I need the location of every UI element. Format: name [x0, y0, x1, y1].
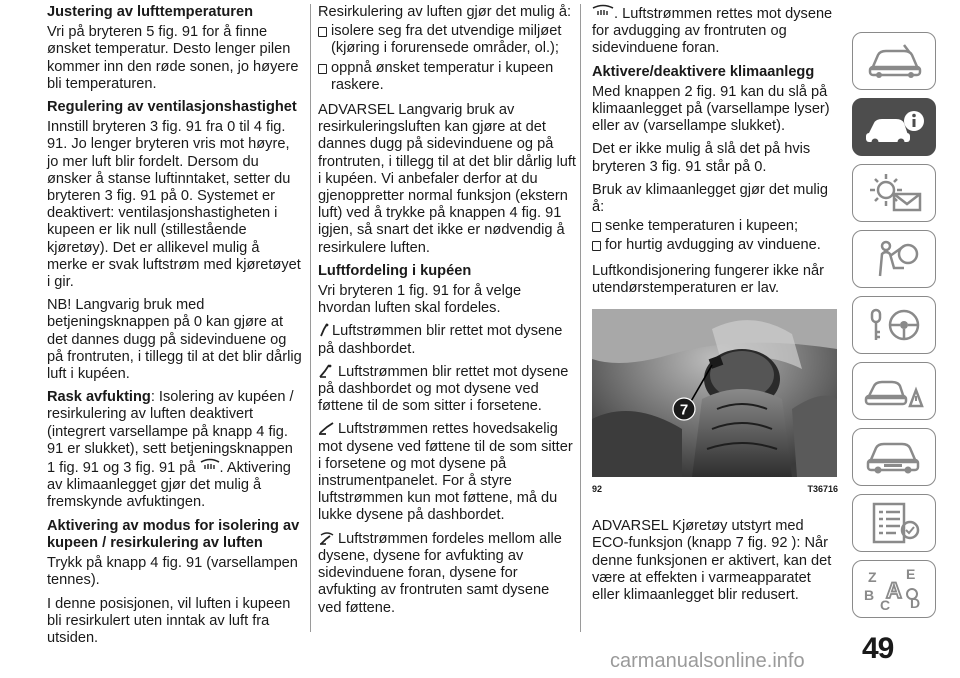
car-info-icon — [862, 107, 926, 147]
figure-number: 92 — [592, 484, 603, 495]
car-breakdown-icon — [864, 370, 924, 412]
tab-index[interactable] — [852, 560, 936, 618]
para-eco-warning: ADVARSEL Kjøretøy utstyrt med ECO-funksjon (knapp 7 fig. 92 ): Når denne funksjonen er aktivert, kan det være at effekten i varmeapparatet eller klimaanlegget blir redusert. — [592, 518, 832, 604]
para-ac-not-possible: Det er ikke mulig å slå det på hvis bryteren 3 fig. 91 står på 0. — [592, 141, 811, 175]
figure-code: T36716 — [807, 484, 838, 495]
tab-technical-data[interactable] — [852, 494, 936, 552]
mode-feet: Luftstrømmen rettes hovedsakelig mot dysene ved føttene til de som sitter i forsetene og mot dysene på instrumentpanelet. For å styre luftstrømmen kun mot føttene, må du lukke dysene på dashbordet. — [318, 421, 573, 524]
quick-dehumidify-label: Rask avfukting — [47, 389, 151, 406]
list-item: senke temperaturen i kupeen; — [592, 218, 838, 235]
column-divider — [580, 4, 581, 632]
defrost-windshield-icon — [592, 4, 614, 18]
list-item: oppnå ønsket temperatur i kupeen raskere. — [318, 60, 576, 94]
heading-air-distribution: Luftfordeling i kupéen — [318, 262, 472, 279]
para-ac-low-temp: Luftkondisjonering fungerer ikke når utendørstemperaturen er lav. — [592, 262, 825, 296]
car-dashboard-icon — [864, 41, 924, 81]
airflow-face-feet-icon — [318, 364, 336, 378]
para-recirc-position: I denne posisjonen, vil luften i kupeen bli resirkulert uten inntak av luft fra utsiden. — [47, 595, 291, 646]
bullet-box-icon — [592, 241, 601, 251]
column-divider — [310, 4, 311, 632]
mode-all-vents: Luftstrømmen fordeles mellom alle dysene, dysene for avfukting av sidevinduene foran, dysene for avfukting av frontruten samt dysene ved føttene. — [318, 530, 562, 616]
figure-92-photo — [592, 309, 837, 477]
bullet-box-icon — [318, 64, 327, 74]
svg-text:B: B — [864, 587, 875, 603]
heading-temperature: Justering av lufttemperaturen — [47, 4, 253, 20]
key-steering-icon — [864, 304, 924, 346]
watermark: carmanualsonline.info — [610, 650, 805, 672]
column-3 — [592, 4, 838, 610]
airflow-face-icon — [318, 323, 330, 337]
airbag-seat-icon — [864, 238, 924, 280]
para-recirc-press: Trykk på knapp 4 fig. 91 (varsellampen tennes). — [47, 555, 298, 589]
svg-text:E: E — [906, 566, 916, 582]
para-defrost-mode: . Luftstrømmen rettes mot dysene for avdugging av frontruten og sidevinduene foran. — [592, 6, 833, 57]
para-recirc-benefits: Resirkulering av luften gjør det mulig å: — [318, 4, 572, 20]
heading-ac-toggle: Aktivere/deaktivere klimaanlegg — [592, 63, 815, 80]
chapter-tabs — [852, 32, 936, 626]
para-warning-recirc: ADVARSEL Langvarig bruk av resirkuleringsluften kan gjøre at det dannes dugg på sidevinduene og på frontruten, i tillegg til at det blir dårlig luft i kupéen. Vi anbefaler derfor at du gjenoppretter normal funksjon (ekstern luft) ved å trykke på knappen 4 fig. 91 igjen, så snart det ikke er nødvendig å resirkulere luften. — [318, 102, 576, 256]
svg-text:D: D — [910, 595, 921, 611]
checklist-icon — [864, 502, 924, 544]
tab-dashboard[interactable] — [852, 32, 936, 90]
tab-warning-lights[interactable] — [852, 164, 936, 222]
car-service-icon — [864, 436, 924, 478]
tab-starting-driving[interactable] — [852, 296, 936, 354]
airflow-defrost-feet-icon — [318, 531, 336, 545]
defrost-windshield-icon — [200, 458, 220, 472]
mode-dashboard-feet: Luftstrømmen blir rettet mot dysene på dashbordet og mot dysene ved føttene til de som sitter i forsetene. — [318, 363, 569, 415]
column-1 — [47, 4, 303, 653]
tab-safety[interactable] — [852, 230, 936, 288]
figure-caption — [592, 481, 838, 498]
svg-text:C: C — [880, 597, 891, 612]
gear-lever-photo — [592, 309, 837, 477]
bullet-box-icon — [318, 27, 327, 37]
list-item: for hurtig avdugging av vinduene. — [592, 237, 838, 254]
para-quick-dehumidify: Rask avfukting: Isolering av kupéen / resirkulering av luften deaktivert (integrert varsellampe på knapp 4 fig. 91 er slukket), sett betjeningsknappen 1 fig. 91 og 3 fig. 91 på . Aktivering av klimaanlegget gjør det mulig å fremskynde avfuktingen. — [47, 389, 294, 511]
para-note-fan: NB! Langvarig bruk med betjeningsknappen på 0 kan gjøre at det dannes dugg på sidevinduene og på frontruten, i tillegg til at det blir dårlig luft i kupéen. — [47, 297, 302, 383]
callout-7: 7 — [679, 401, 689, 419]
list-item: isolere seg fra det utvendige miljøet (kjøring i forurensede områder, ol.); — [318, 23, 576, 57]
svg-text:A: A — [886, 578, 902, 603]
column-2 — [318, 4, 576, 623]
tab-emergency[interactable] — [852, 362, 936, 420]
mode-dashboard: Luftstrømmen blir rettet mot dysene på dashbordet. — [318, 323, 563, 357]
heading-recirculation: Aktivering av modus for isolering av kupeen / resirkulering av luften — [47, 517, 300, 551]
heading-fan-speed: Regulering av ventilasjonshastighet — [47, 99, 297, 116]
page-number: 49 — [862, 632, 894, 665]
para-temperature: Vri på bryteren 5 fig. 91 for å finne ønsket temperatur. Desto lenger pilen kommer inn den røde sonen, jo høyere bli temperaturen. — [47, 24, 299, 92]
tab-controls-active[interactable] — [852, 98, 936, 156]
tab-maintenance[interactable] — [852, 428, 936, 486]
para-distribution: Vri bryteren 1 fig. 91 for å velge hvordan luften skal fordeles. — [318, 283, 522, 317]
para-ac-benefits: Bruk av klimaanlegget gjør det mulig å: — [592, 181, 829, 216]
warning-light-icon — [864, 172, 924, 214]
para-fan-speed: Innstill bryteren 3 fig. 91 fra 0 til 4 fig. 91. Jo lenger bryteren vris mot høyre, jo mer luft blir fordelt. Dersom du ønsker å stanse luftinntaket, setter du bryteren 3 fig. 91 på 0. Systemet er deaktivert: ventilasjonshastigheten i kupeen er lik null (stillestående kjøretøy). Det er allikevel mulig å merke er svak luftstrøm med kjøretøyet i gir. — [47, 119, 301, 291]
bullet-box-icon — [592, 222, 601, 232]
para-ac-button: Med knappen 2 fig. 91 kan du slå på klimaanlegget på (varsellampe lyser) eller av (varsellampe slukket). — [592, 83, 830, 135]
svg-text:Z: Z — [868, 569, 877, 585]
airflow-feet-icon — [318, 421, 336, 435]
alphabet-index-icon — [862, 566, 926, 612]
